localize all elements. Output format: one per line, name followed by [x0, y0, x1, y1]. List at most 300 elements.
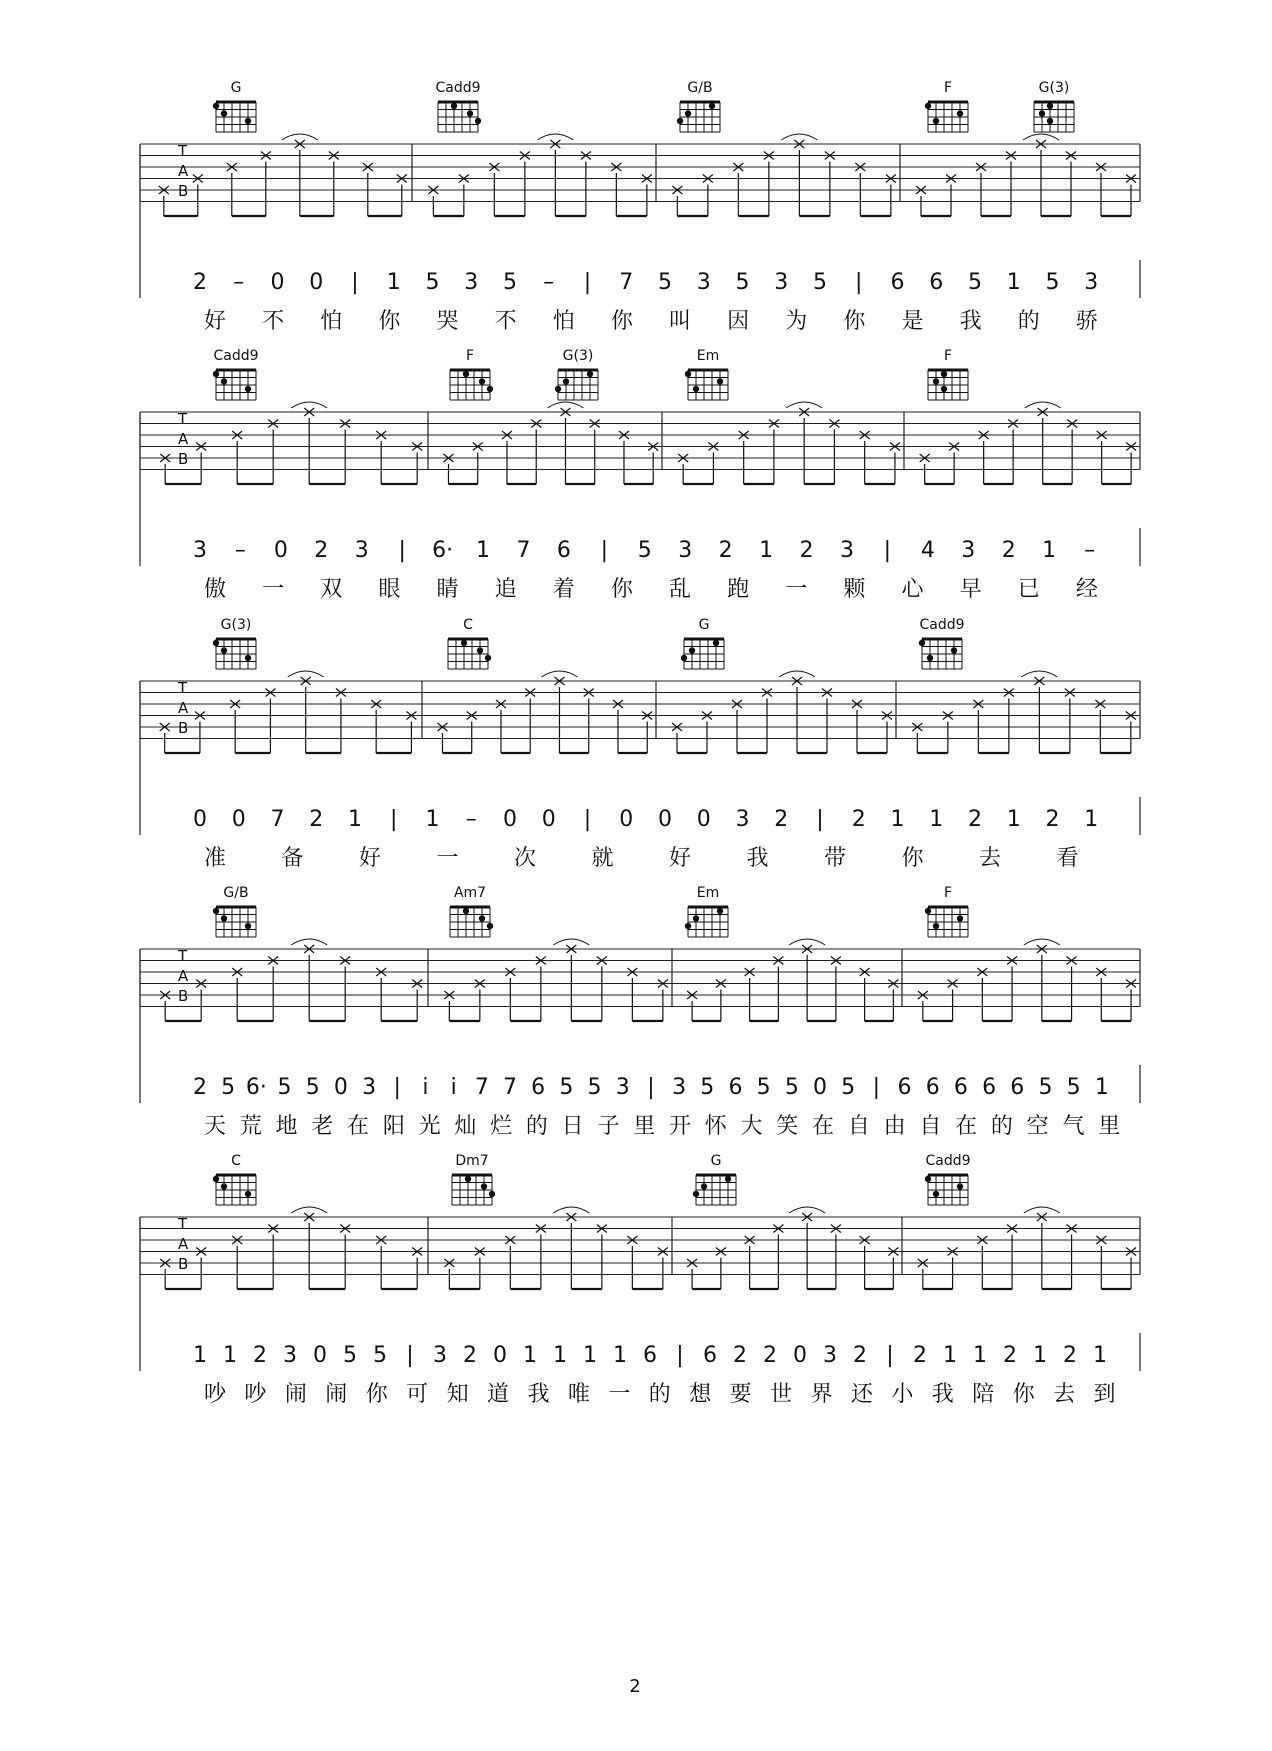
tab-clef-letter: T [178, 679, 188, 697]
finger-dot [467, 110, 473, 116]
finger-dot [487, 923, 493, 929]
chord-diagram [213, 639, 256, 669]
notation-barline: | [583, 807, 592, 832]
lyric-char: 吵 [244, 1382, 267, 1407]
tie-arc [781, 134, 817, 140]
lyric-char: 由 [883, 1114, 906, 1139]
finger-dot [693, 915, 699, 921]
jianpu-note: 6 [1010, 1075, 1025, 1100]
jianpu-note: 2 [309, 807, 324, 832]
notation-barline: | [883, 538, 892, 563]
chord-name: F [943, 80, 953, 96]
tab-clef-letter: T [178, 142, 188, 160]
finger-dot [485, 655, 491, 661]
tab-note [912, 722, 948, 754]
lyric-char: 在 [955, 1114, 978, 1139]
lyric-char: 你 [843, 309, 866, 334]
finger-dot [919, 640, 925, 646]
jianpu-note: 5 [559, 1075, 574, 1100]
jianpu-note: 3 [735, 807, 750, 832]
tie-arc [537, 134, 573, 140]
tie-arc [291, 402, 327, 408]
jianpu-note: 2 [1063, 1343, 1077, 1368]
tie-arc [547, 402, 583, 408]
lyric-char: 光 [418, 1114, 441, 1139]
finger-dot [475, 118, 481, 124]
chord-diagram [685, 907, 728, 937]
lyric-char: 里 [1098, 1114, 1121, 1139]
jianpu-note: – [233, 270, 245, 295]
tab-note [745, 1235, 779, 1290]
finger-dot [933, 923, 939, 929]
jianpu-note: 1 [929, 807, 944, 832]
lyric-char: 知 [446, 1382, 469, 1407]
jianpu-note: – [465, 807, 477, 832]
jianpu-note: 0 [813, 1075, 827, 1100]
jianpu-note: 2 [1001, 538, 1016, 563]
lyric-char: 开 [668, 1114, 691, 1139]
finger-dot [717, 378, 723, 384]
finger-dot [717, 908, 723, 914]
lyric-char: 我 [959, 309, 982, 334]
lyric-char: 你 [610, 309, 633, 334]
tie-arc [288, 671, 324, 677]
chord-name: Dm7 [455, 1153, 489, 1169]
tie-arc [553, 939, 589, 945]
chord-diagram [450, 907, 493, 937]
jianpu-note: 2 [193, 270, 207, 295]
jianpu-note: 0 [313, 1343, 327, 1368]
tie-arc [541, 671, 577, 677]
jianpu-note: 2 [193, 1075, 207, 1100]
jianpu-note: 2 [851, 807, 866, 832]
lyric-char: 阳 [382, 1114, 405, 1139]
chord-diagram [555, 370, 598, 400]
tab-note [443, 453, 477, 485]
lyric-char: 睛 [436, 577, 459, 602]
tie-arc [291, 1207, 327, 1213]
lyric-char: 到 [1093, 1382, 1116, 1407]
lyric-char: 好 [203, 309, 226, 334]
chord-name: G(3) [220, 617, 252, 633]
jianpu-note: 0 [270, 270, 285, 295]
jianpu-note: 3 [823, 1343, 837, 1368]
lyric-char: 在 [347, 1114, 370, 1139]
notation-barline: | [398, 538, 406, 563]
chord-name: Em [696, 348, 720, 364]
jianpu-note: 0 [333, 1075, 348, 1100]
jianpu-note: 5 [1045, 270, 1060, 295]
finger-dot [701, 1183, 707, 1189]
jianpu-note: 5 [756, 1075, 771, 1100]
lyric-char: 准 [203, 846, 226, 871]
tie-arc [779, 671, 815, 677]
lyric-char: 经 [1075, 577, 1098, 602]
lyric-char: 吵 [203, 1382, 226, 1407]
notation-barline: | [886, 1343, 894, 1368]
lyric-char: 带 [823, 846, 846, 871]
lyric-char: 地 [275, 1114, 298, 1139]
finger-dot [451, 103, 457, 109]
chord-name: F [943, 348, 953, 364]
jianpu-note: 1 [425, 807, 440, 832]
jianpu-note: 3 [696, 270, 711, 295]
finger-dot [685, 923, 691, 929]
tab-note [732, 699, 767, 754]
lyric-char: 为 [785, 309, 808, 334]
tab-note [977, 1235, 1012, 1290]
lyric-char: 里 [633, 1114, 656, 1139]
chord-name: Am7 [453, 885, 487, 901]
notation-barline: | [390, 807, 398, 832]
finger-dot [1039, 110, 1045, 116]
jianpu-note: 1 [759, 538, 774, 563]
chord-diagram [438, 102, 481, 132]
jianpu-note: 3 [839, 538, 854, 563]
lyric-char: 已 [1017, 577, 1040, 602]
finger-dot [213, 103, 219, 109]
notation-barline: | [351, 270, 359, 295]
jianpu-note: 1 [613, 1343, 627, 1368]
chord-diagram [693, 1175, 736, 1205]
lyric-char: 傲 [203, 577, 226, 602]
jianpu-note: 1 [1006, 270, 1021, 295]
lyric-char: 双 [320, 577, 343, 602]
tab-note [505, 967, 540, 1022]
lyric-char: 看 [1056, 846, 1079, 871]
tab-note [444, 990, 480, 1022]
chord-diagram [448, 639, 491, 669]
lyric-char: 在 [812, 1114, 835, 1139]
lyric-char: 气 [1062, 1114, 1085, 1139]
chord-name: Cadd9 [213, 348, 259, 364]
jianpu-note: 5 [813, 270, 827, 295]
chord-diagram [919, 639, 962, 669]
finger-dot [677, 118, 683, 124]
jianpu-note: 1 [476, 538, 491, 563]
tab-note [502, 430, 536, 485]
jianpu-note: 0 [231, 807, 246, 832]
jianpu-note: 5 [277, 1075, 292, 1100]
jianpu-note: 2 [1003, 1343, 1017, 1368]
tab-note [227, 162, 266, 217]
chord-diagram [450, 370, 493, 400]
lyric-char: 叫 [668, 309, 691, 334]
lyric-char: 次 [513, 846, 536, 871]
jianpu-note: 2 [733, 1343, 747, 1368]
jianpu-note: i [422, 1075, 429, 1100]
finger-dot [927, 655, 933, 661]
system-4 [0, 885, 1272, 1155]
lyric-char: 世 [770, 1382, 793, 1407]
finger-dot [957, 110, 963, 116]
finger-dot [1047, 103, 1053, 109]
chord-name: G(3) [1038, 80, 1070, 96]
jianpu-note: 5 [425, 270, 440, 295]
lyric-char: 跑 [727, 577, 750, 602]
finger-dot [555, 386, 561, 392]
tie-arc [1021, 671, 1057, 677]
jianpu-note: 5 [503, 270, 517, 295]
chord-name: F [943, 885, 953, 901]
lyric-char: 是 [901, 309, 924, 334]
jianpu-note: 0 [273, 538, 288, 563]
tab-clef-letter: T [178, 410, 188, 428]
jianpu-note: 2 [253, 1343, 267, 1368]
jianpu-note: 1 [223, 1343, 237, 1368]
finger-dot [693, 1191, 699, 1197]
jianpu-note: 5 [968, 270, 982, 295]
finger-dot [463, 908, 469, 914]
tie-arc [789, 1207, 825, 1213]
tab-clef-letter: A [178, 1235, 189, 1253]
chord-diagram [685, 370, 728, 400]
jianpu-note: 1 [193, 1343, 207, 1368]
jianpu-note: 4 [920, 538, 935, 563]
tab-note [444, 1258, 480, 1290]
finger-dot [461, 640, 467, 646]
jianpu-note: 2 [799, 538, 814, 563]
jianpu-note: 6 [925, 1075, 940, 1100]
jianpu-note: 3 [672, 1075, 687, 1100]
tab-note [973, 699, 1009, 754]
jianpu-note: 2 [763, 1343, 777, 1368]
lyric-char: 我 [746, 846, 769, 871]
lyric-char: 眼 [378, 577, 401, 602]
lyric-char: 一 [436, 846, 459, 871]
chord-diagram [681, 639, 724, 669]
tab-note [678, 453, 713, 485]
lyric-char: 备 [281, 846, 304, 871]
chord-name: G [230, 80, 242, 96]
tab-note [687, 1258, 721, 1290]
jianpu-note: 2 [913, 1343, 927, 1368]
tab-note [745, 967, 779, 1022]
lyric-char: 子 [597, 1114, 620, 1139]
finger-dot [693, 386, 699, 392]
lyric-char: 笑 [776, 1114, 799, 1139]
chord-diagram [213, 907, 256, 937]
tab-note [505, 1235, 540, 1290]
jianpu-note: 3 [283, 1343, 297, 1368]
lyric-char: 想 [689, 1382, 712, 1407]
tie-arc [282, 134, 318, 140]
chord-name: Cadd9 [919, 617, 965, 633]
jianpu-note: 0 [493, 1343, 507, 1368]
tie-arc [291, 939, 327, 945]
jianpu-note: 6 [897, 1075, 912, 1100]
jianpu-note: 7 [474, 1075, 489, 1100]
lyric-char: 老 [311, 1114, 334, 1139]
lyric-char: 心 [901, 577, 924, 602]
tab-note [232, 1235, 273, 1290]
jianpu-note: 1 [1033, 1343, 1047, 1368]
jianpu-note: i [450, 1075, 457, 1100]
jianpu-note: – [543, 270, 555, 295]
jianpu-note: – [234, 538, 246, 563]
tab-staff-graphic [0, 1153, 1272, 1423]
finger-dot [465, 1176, 471, 1182]
jianpu-note: 0 [793, 1343, 807, 1368]
finger-dot [563, 378, 569, 384]
chord-diagram [928, 370, 968, 400]
finger-dot [245, 1191, 251, 1197]
jianpu-note: 3 [678, 538, 693, 563]
jianpu-note: – [1084, 538, 1096, 563]
lyric-char: 大 [740, 1114, 763, 1139]
jianpu-note: 5 [784, 1075, 799, 1100]
finger-dot [681, 655, 687, 661]
lyric-char: 你 [1012, 1382, 1035, 1407]
finger-dot [245, 386, 251, 392]
tab-clef-letter: B [178, 450, 189, 468]
jianpu-note: 7 [270, 807, 285, 832]
jianpu-note: 0 [503, 807, 517, 832]
jianpu-note: 2 [968, 807, 982, 832]
finger-dot [481, 1183, 487, 1189]
jianpu-note: 5 [343, 1343, 357, 1368]
lyric-char: 你 [365, 1382, 388, 1407]
tab-clef-letter: A [178, 162, 189, 180]
finger-dot [689, 647, 695, 653]
system-3 [0, 617, 1272, 887]
finger-dot [587, 371, 593, 377]
finger-dot [221, 647, 227, 653]
jianpu-note: 5 [373, 1343, 387, 1368]
tab-note [976, 162, 1011, 217]
tab-note [918, 1258, 953, 1290]
finger-dot [925, 908, 931, 914]
chord-name: G/B [687, 80, 713, 96]
system-2 [0, 348, 1272, 618]
jianpu-note: 1 [523, 1343, 537, 1368]
jianpu-note: 3 [615, 1075, 630, 1100]
chord-diagram [925, 1175, 968, 1205]
notation-barline: | [406, 1343, 414, 1368]
lyric-char: 的 [648, 1382, 671, 1407]
chord-diagram [213, 1175, 256, 1205]
jianpu-note: 6 [890, 270, 905, 295]
jianpu-note: 0 [541, 807, 556, 832]
lyric-char: 不 [262, 309, 285, 334]
jianpu-note: 6 [982, 1075, 997, 1100]
tab-note [437, 722, 471, 754]
jianpu-note: 1 [943, 1343, 957, 1368]
tie-arc [553, 1207, 589, 1213]
lyric-char: 一 [262, 577, 285, 602]
finger-dot [1047, 118, 1053, 124]
jianpu-note: 5 [658, 270, 672, 295]
jianpu-note: 1 [386, 270, 401, 295]
jianpu-note: 6· [432, 538, 454, 563]
finger-dot [957, 915, 963, 921]
tab-clef-letter: T [178, 1215, 188, 1233]
chord-diagram [677, 102, 720, 132]
jianpu-note: 0 [696, 807, 711, 832]
jianpu-note: 1 [1084, 807, 1099, 832]
tab-note [920, 453, 955, 485]
lyric-char: 还 [850, 1382, 873, 1407]
finger-dot [933, 378, 939, 384]
lyric-char: 追 [494, 577, 517, 602]
lyric-char: 乱 [668, 577, 691, 602]
jianpu-note: 5 [587, 1075, 602, 1100]
chord-name: F [465, 348, 475, 364]
jianpu-note: 3 [1084, 270, 1099, 295]
finger-dot [463, 371, 469, 377]
jianpu-note: 6· [245, 1075, 267, 1100]
jianpu-note: 3 [193, 538, 207, 563]
notation-barline: | [676, 1343, 684, 1368]
lyric-char: 一 [608, 1382, 631, 1407]
chord-diagram [1034, 102, 1074, 132]
jianpu-note: 1 [890, 807, 905, 832]
lyric-char: 界 [810, 1382, 833, 1407]
finger-dot [221, 110, 227, 116]
tab-clef-letter: B [178, 1255, 189, 1273]
finger-dot [713, 640, 719, 646]
lyric-char: 的 [1017, 309, 1040, 334]
lyric-char: 灿 [454, 1114, 477, 1139]
lyric-char: 空 [1026, 1114, 1049, 1139]
jianpu-note: 3 [774, 270, 789, 295]
finger-dot [941, 371, 947, 377]
lyric-char: 你 [378, 309, 401, 334]
finger-dot [957, 1183, 963, 1189]
jianpu-note: 6 [703, 1343, 717, 1368]
jianpu-note: 5 [735, 270, 750, 295]
tab-note [739, 430, 774, 485]
finger-dot [213, 371, 219, 377]
chord-name: G/B [223, 885, 249, 901]
jianpu-note: 6 [556, 538, 571, 563]
jianpu-note: 5 [637, 538, 652, 563]
tab-note [916, 185, 951, 217]
tab-clef-letter: B [178, 987, 189, 1005]
system-5 [0, 1153, 1272, 1423]
jianpu-note: 1 [1094, 1075, 1109, 1100]
jianpu-note: 5 [841, 1075, 856, 1100]
lyric-char: 的 [525, 1114, 548, 1139]
tab-note [230, 699, 270, 754]
finger-dot [213, 1176, 219, 1182]
finger-dot [479, 378, 485, 384]
tie-arc [1023, 134, 1059, 140]
tab-note [672, 185, 708, 217]
lyric-char: 不 [494, 309, 517, 334]
chord-name: C [231, 1153, 241, 1169]
lyric-char: 自 [919, 1114, 942, 1139]
jianpu-note: 1 [553, 1343, 567, 1368]
tab-clef-letter: B [178, 182, 189, 200]
notation-barline: | [393, 1075, 401, 1100]
tie-arc [786, 402, 822, 408]
jianpu-note: 7 [503, 1075, 517, 1100]
lyric-char: 唯 [567, 1382, 590, 1407]
lyric-char: 怀 [704, 1114, 727, 1139]
chord-name: Em [696, 885, 720, 901]
chord-name: Cadd9 [435, 80, 481, 96]
tab-note [496, 699, 530, 754]
jianpu-note: 0 [658, 807, 672, 832]
finger-dot [685, 110, 691, 116]
jianpu-note: 7 [516, 538, 531, 563]
lyric-char: 天 [203, 1114, 226, 1139]
finger-dot [245, 655, 251, 661]
finger-dot [925, 1176, 931, 1182]
lyric-char: 烂 [490, 1114, 513, 1139]
tab-note [979, 430, 1014, 485]
